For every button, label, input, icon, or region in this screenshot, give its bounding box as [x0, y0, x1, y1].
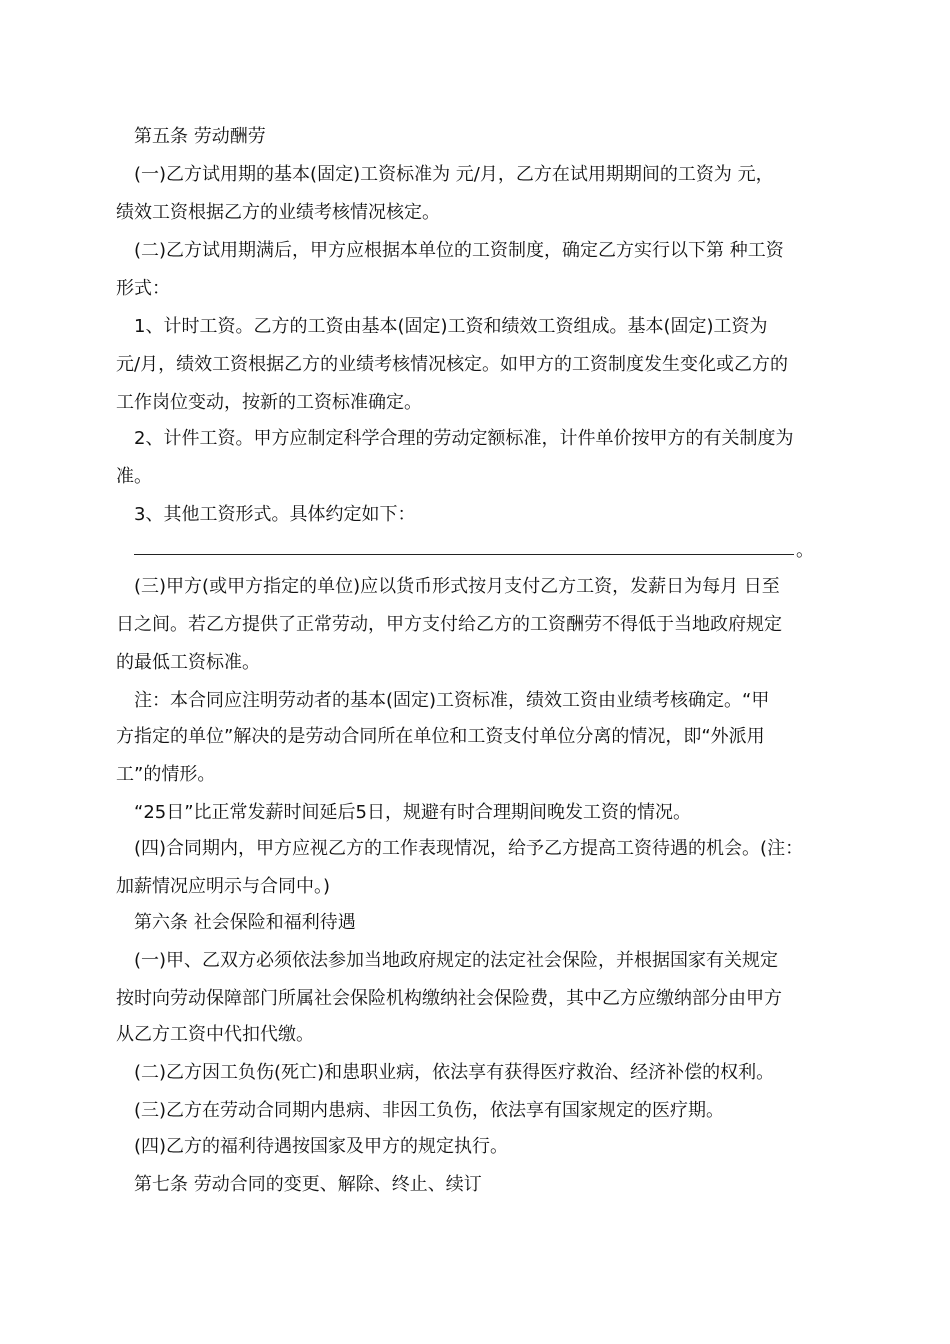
- paragraph-line: (四)乙方的福利待遇按国家及甲方的规定执行。: [116, 1136, 509, 1157]
- paragraph-line: (三)乙方在劳动合同期内患病、非因工负伤，依法享有国家规定的医疗期。: [116, 1100, 725, 1121]
- paragraph-line: 加薪情况应明示与合同中。): [116, 876, 331, 897]
- blank-fill-line: [134, 534, 794, 555]
- fill-line-period: 。: [796, 540, 814, 561]
- paragraph-line: (一)甲、乙双方必须依法参加当地政府规定的法定社会保险，并根据国家有关规定: [116, 950, 779, 971]
- paragraph-line: (二)乙方因工负伤(死亡)和患职业病，依法享有获得医疗救治、经济补偿的权利。: [116, 1062, 775, 1083]
- article-7-heading: 第七条 劳动合同的变更、解除、终止、续订: [116, 1174, 482, 1195]
- paragraph-line: 2、计件工资。甲方应制定科学合理的劳动定额标准，计件单价按甲方的有关制度为: [116, 428, 794, 449]
- paragraph-line: 的最低工资标准。: [116, 652, 260, 673]
- paragraph-line: 绩效工资根据乙方的业绩考核情况核定。: [116, 202, 440, 223]
- note-line: “25日”比正常发薪时间延后5日，规避有时合理期间晚发工资的情况。: [116, 802, 692, 823]
- paragraph-line: 形式：: [116, 278, 170, 299]
- paragraph-line: (二)乙方试用期满后，甲方应根据本单位的工资制度，确定乙方实行以下第 种工资: [116, 240, 784, 261]
- article-5-heading: 第五条 劳动酬劳: [116, 126, 266, 147]
- paragraph-line: (四)合同期内，甲方应视乙方的工作表现情况，给予乙方提高工资待遇的机会。(注：: [116, 838, 804, 859]
- paragraph-line: 元/月，绩效工资根据乙方的业绩考核情况核定。如甲方的工资制度发生变化或乙方的: [116, 354, 789, 375]
- paragraph-line: (三)甲方(或甲方指定的单位)应以货币形式按月支付乙方工资，发薪日为每月 日至: [116, 576, 780, 597]
- paragraph-line: (一)乙方试用期的基本(固定)工资标准为 元/月，乙方在试用期期间的工资为 元，: [116, 164, 774, 185]
- note-line: 方指定的单位”解决的是劳动合同所在单位和工资支付单位分离的情况，即“外派用: [116, 726, 765, 747]
- paragraph-line: 3、其他工资形式。具体约定如下：: [116, 504, 416, 525]
- paragraph-line: 准。: [116, 466, 152, 487]
- paragraph-line: 从乙方工资中代扣代缴。: [116, 1024, 314, 1045]
- note-line: 工”的情形。: [116, 764, 216, 785]
- article-6-heading: 第六条 社会保险和福利待遇: [116, 912, 356, 933]
- paragraph-line: 工作岗位变动，按新的工资标准确定。: [116, 392, 422, 413]
- paragraph-line: 日之间。若乙方提供了正常劳动，甲方支付给乙方的工资酬劳不得低于当地政府规定: [116, 614, 782, 635]
- paragraph-line: 按时向劳动保障部门所属社会保险机构缴纳社会保险费，其中乙方应缴纳部分由甲方: [116, 988, 782, 1009]
- note-line: 注：本合同应注明劳动者的基本(固定)工资标准，绩效工资由业绩考核确定。“甲: [116, 690, 770, 711]
- paragraph-line: 1、计时工资。乙方的工资由基本(固定)工资和绩效工资组成。基本(固定)工资为: [116, 316, 768, 337]
